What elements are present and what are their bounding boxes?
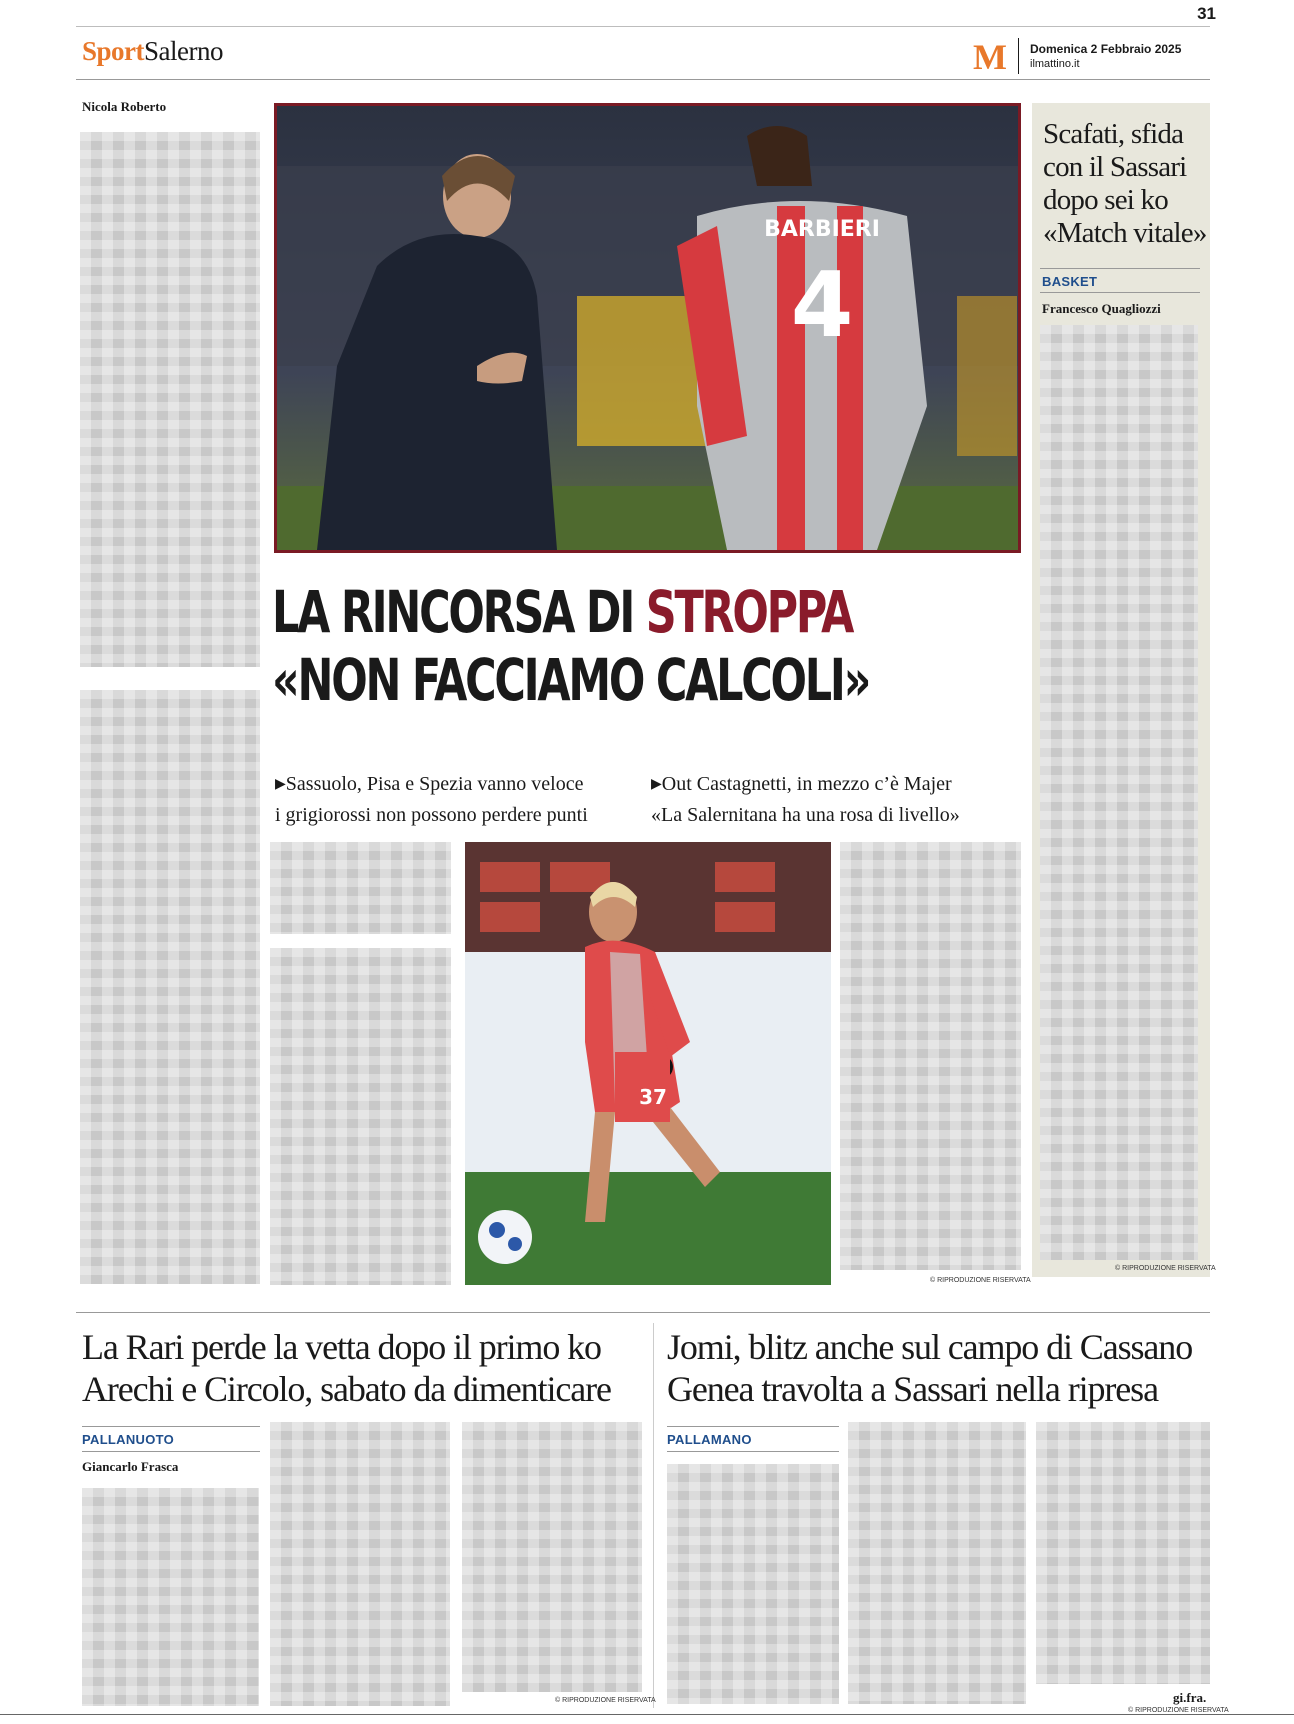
section-sport: Sport [82,36,145,66]
section-title [82,36,223,67]
bottom-column-separator [653,1323,654,1708]
sidebar-kicker: BASKET [1042,274,1098,289]
bottom-right-title-line-2: Genea travolta a Sassari nella ripresa [667,1369,1158,1409]
publication-site: ilmattino.it [1030,58,1080,70]
bottom-right-text-block-1 [667,1464,839,1704]
bottom-left-title-line-1: La Rari perde la vetta dopo il primo ko [82,1327,601,1367]
subhead-right-line-1: Out Castagnetti, in mezzo c’è Majer [661,773,952,795]
bottom-right-text-block-3 [1036,1422,1210,1684]
player-number: 37 [639,1085,667,1109]
bottom-left-title [82,1326,611,1410]
section-place: Salerno [144,36,223,66]
main-photo-illustration [277,106,1018,550]
subhead-left-line-1: Sassuolo, Pisa e Spezia vanno veloce [285,773,584,795]
subhead-right [651,770,960,830]
bottom-right-text-block-2 [848,1422,1026,1704]
headline-name: STROPPA [645,578,853,646]
jersey-name: BARBIERI [764,217,880,242]
bottom-left-kicker: PALLANUOTO [82,1432,175,1447]
bottom-section-rule [76,1312,1210,1313]
main-article-text-block-5 [840,842,1021,1270]
player-photo [465,842,831,1285]
newspaper-logo: M [973,37,1005,77]
sidebar-title: Scafati, sfida con il Sassari dopo sei ko «Match vitale» [1043,118,1207,249]
header-rule [76,79,1210,80]
bottom-left-text-block-3 [462,1422,642,1692]
main-article-text-block-3 [270,842,451,934]
triangle-bullet-icon: ▶ [651,777,662,792]
sidebar-copyright: © RIPRODUZIONE RISERVATA [1115,1265,1216,1272]
player-photo-illustration [465,842,831,1285]
bottom-left-title-line-2: Arechi e Circolo, sabato da dimenticare [82,1369,611,1409]
main-article-author: Nicola Roberto [82,99,167,114]
main-article-text-block-1 [80,132,260,667]
bottom-left-kicker-rule-bottom [82,1451,260,1452]
main-photo [274,103,1021,553]
headline-line-2: «NON FACCIAMO CALCOLI» [272,646,870,714]
page-bottom-rule [0,1714,1294,1715]
subhead-left [275,770,588,830]
sidebar-text-block [1040,325,1198,1260]
sidebar-author: Francesco Quagliozzi [1042,301,1161,316]
bottom-left-text-block-1 [82,1488,259,1706]
bottom-left-kicker-rule-top [82,1426,260,1427]
top-rule [76,26,1210,27]
main-headline [272,578,869,714]
main-article-copyright: © RIPRODUZIONE RISERVATA [930,1277,1031,1284]
main-article-text-block-4 [270,948,451,1285]
sidebar-kicker-rule-top [1040,268,1200,269]
bottom-right-kicker: PALLAMANO [667,1432,752,1447]
bottom-right-kicker-rule-top [667,1426,839,1427]
main-article-text-block-2 [80,690,260,1284]
sidebar-kicker-rule-bottom [1040,292,1200,293]
jersey-number: 4 [790,253,854,358]
headline-prefix: LA RINCORSA DI [272,578,634,646]
bottom-right-signature: gi.fra. [1173,1690,1207,1705]
bottom-right-copyright: © RIPRODUZIONE RISERVATA [1128,1707,1229,1714]
bottom-right-title-line-1: Jomi, blitz anche sul campo di Cassano [667,1327,1193,1367]
subhead-left-line-2: i grigiorossi non possono perdere punti [275,804,588,826]
bottom-left-copyright: © RIPRODUZIONE RISERVATA [555,1697,656,1704]
publication-date: Domenica 2 Febbraio 2025 [1030,42,1182,56]
logo-divider [1018,38,1019,74]
bottom-right-kicker-rule-bottom [667,1451,839,1452]
subhead-right-line-2: «La Salernitana ha una rosa di livello» [651,804,960,826]
bottom-left-author: Giancarlo Frasca [82,1459,179,1474]
bottom-right-title [667,1326,1192,1410]
triangle-bullet-icon: ▶ [275,777,286,792]
bottom-left-text-block-2 [270,1422,450,1706]
page-number: 31 [1197,4,1216,23]
headline-line-1 [272,578,869,646]
